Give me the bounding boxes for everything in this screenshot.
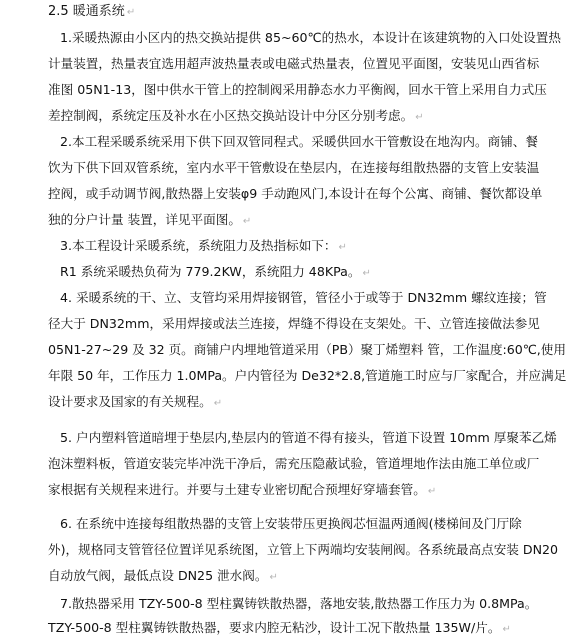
section-heading — [48, 3, 135, 22]
text-line — [48, 367, 566, 385]
line-text: 5. 户内塑料管道暗埋于垫层内,垫层内的管道不得有接头，管道下设置 10mm 厚聚苯乙烯 — [60, 430, 557, 445]
text-line — [60, 263, 371, 281]
return-mark-icon: ↵ — [126, 7, 136, 18]
line-text: 3.本工程设计采暖系统，系统阻力及热指标如下： — [60, 238, 337, 253]
line-text: 4. 采暖系统的干、立、支管均采用焊接钢管，管径小于或等于 DN32mm 螺纹连接；管 — [60, 290, 547, 305]
line-text: 1.采暖热源由小区内的热交换站提供 85~60℃的热水，本设计在该建筑物的入口处设置热 — [60, 30, 561, 45]
line-text: 7.散热器采用 TZY-500-8 型柱翼铸铁散热器，落地安装,散热器工作压力为 0.8MPa。 — [60, 596, 538, 611]
line-text: R1 系统采暖热负荷为 779.2KW，系统阻力 48KPa。 — [60, 264, 361, 279]
text-line — [60, 29, 561, 47]
return-mark-icon: ↵ — [427, 486, 437, 497]
text-line — [48, 481, 436, 499]
line-text: 自动放气阀，最低点设 DN25 泄水阀。 — [48, 568, 268, 583]
text-line — [60, 515, 522, 533]
line-text: 计量装置，热量表宜选用超声波热量表或电磁式热量表，位置见平面图，安装见山西省标 — [48, 56, 540, 71]
return-mark-icon: ↵ — [242, 216, 252, 227]
line-text: TZY-500-8 型柱翼铸铁散热器，要求内腔无粘沙，设计工况下散热量 135W/片。 — [48, 620, 501, 635]
section-heading-text: 2.5 暖通系统 — [48, 4, 125, 19]
line-text: 家根据有关规程来进行。并要与土建专业密切配合预埋好穿墙套管。 — [48, 482, 426, 497]
text-line — [60, 289, 547, 307]
return-mark-icon: ↵ — [502, 624, 511, 635]
text-line — [48, 81, 547, 99]
line-text: 05N1-27~29 及 32 页。商铺户内埋地管道采用（PB）聚丁烯塑料 管，工作温度:60℃,使用 — [48, 342, 566, 357]
line-text: 控阀，或手动调节阀,散热器上安装φ9 手动跑风门,本设计在每个公寓、商铺、餐饮都设单 — [48, 186, 543, 201]
line-text: 设计要求及国家的有关规程。 — [48, 394, 212, 409]
line-text: 年限 50 年，工作压力 1.0MPa。户内管径为 De32*2.8,管道施工时应与厂家配合，并应满足 — [48, 368, 567, 383]
text-line — [48, 211, 251, 229]
line-text: 差控制阀，系统定压及补水在小区热交换站设计中分区分别考虑。 — [48, 108, 414, 123]
return-mark-icon: ↵ — [269, 572, 278, 583]
text-line — [48, 567, 278, 585]
text-line — [48, 455, 539, 473]
line-text: 外)，规格同支管管径位置详见系统图，立管上下两端均安装闸阀。各系统最高点安装 DN20 — [48, 542, 559, 557]
line-text: 准图 05N1-13，图中供水干管上的控制阀采用静态水力平衡阀，回水干管上采用自力式压 — [48, 82, 547, 97]
text-line — [60, 133, 538, 151]
text-line — [48, 159, 539, 177]
text-line — [60, 595, 537, 613]
text-line — [48, 315, 540, 333]
return-mark-icon: ↵ — [338, 242, 347, 253]
text-line — [60, 429, 557, 447]
text-line — [48, 393, 222, 411]
text-line — [48, 619, 511, 637]
text-line — [48, 55, 539, 73]
line-text: 2.本工程采暖系统采用下供下回双管同程式。采暖供回水干管敷设在地沟内。商铺、餐 — [60, 134, 538, 149]
return-mark-icon: ↵ — [362, 268, 371, 279]
line-text: 饮为下供下回双管系统，室内水平干管敷设在垫层内，在连接每组散热器的支管上安装温 — [48, 160, 540, 175]
line-text: 独的分户计量 装置，详见平面图。 — [48, 212, 241, 227]
text-line — [48, 107, 424, 125]
line-text: 6. 在系统中连接每组散热器的支管上安装带压更换阀芯恒温两通阀(楼梯间及门厅除 — [60, 516, 522, 531]
return-mark-icon: ↵ — [213, 398, 223, 409]
text-line — [48, 541, 558, 559]
line-text: 径大于 DN32mm，采用焊接或法兰连接，焊缝不得设在支架处。干、立管连接做法参见 — [48, 316, 540, 331]
text-line — [60, 237, 347, 255]
line-text: 泡沫塑料板，管道安装完毕冲洗干净后，需充压隐蔽试验，管道埋地作法由施工单位或厂 — [48, 456, 540, 471]
return-mark-icon: ↵ — [415, 112, 424, 123]
text-line — [48, 341, 566, 359]
text-line — [48, 185, 542, 203]
